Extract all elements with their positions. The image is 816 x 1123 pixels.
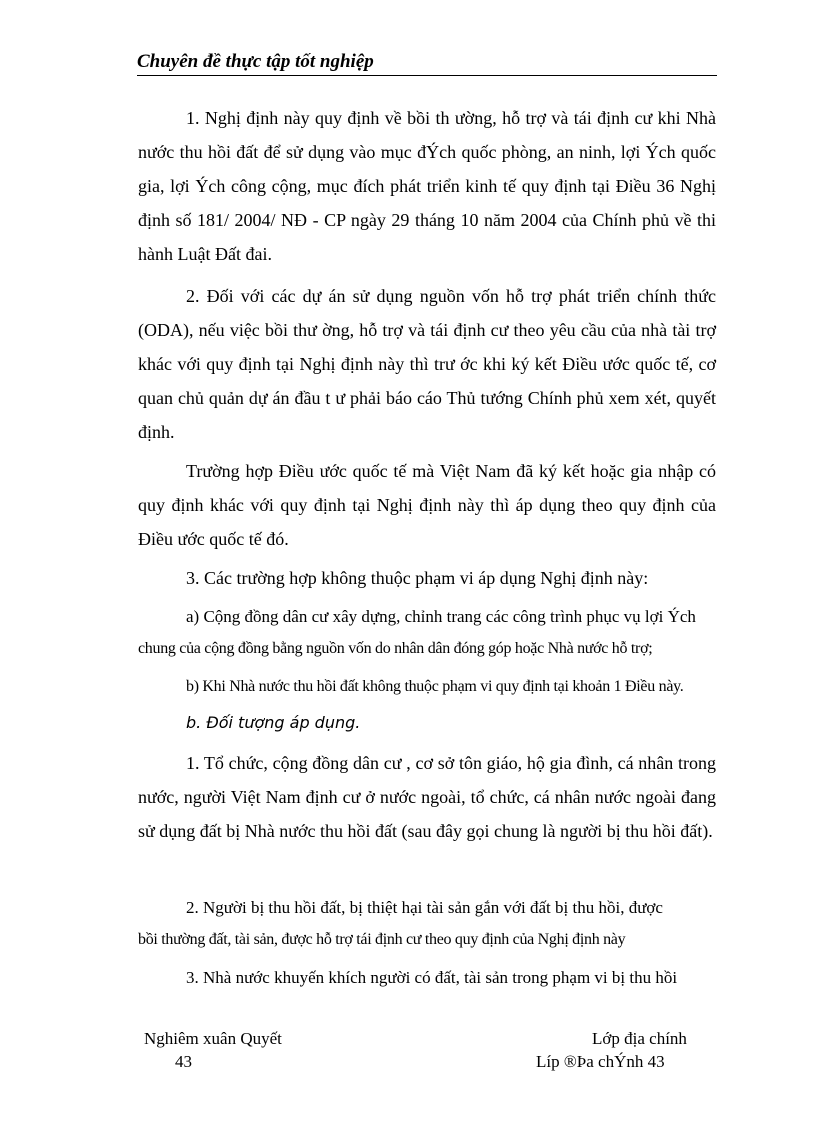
- paragraph-7: 1. Tổ chức, cộng đồng dân cư , cơ sở tôn giáo, hộ gia đình, cá nhân trong nước, người Việt Nam định cư ở nước ngoài, tổ chức, cá nhân nước ngoài đang sử dụng đất bị Nhà nước thu hồi đất (sau đây gọi chung là người bị thu hồi đất).: [138, 753, 716, 841]
- paragraph-5-line-1: a) Cộng đồng dân cư xây dựng, chỉnh trang các công trình phục vụ lợi Ých: [186, 607, 696, 626]
- paragraph-9: 3. Nhà nước khuyến khích người có đất, tài sản trong phạm vi bị thu hồi: [186, 968, 678, 987]
- paragraph-8-line-1: 2. Người bị thu hồi đất, bị thiệt hại tài sản gắn với đất bị thu hồi, được: [186, 898, 663, 917]
- paragraph-8-line-2: bồi thường đất, tài sản, được hỗ trợ tái định cư theo quy định của Nghị định này: [138, 931, 626, 948]
- paragraph-4: 3. Các trường hợp không thuộc phạm vi áp dụng Nghị định này:: [186, 568, 649, 588]
- footer-author-number: 43: [175, 1052, 192, 1071]
- paragraph-1: 1. Nghị định này quy định về bồi th ường, hỗ trợ và tái định cư khi Nhà nước thu hồi đất để sử dụng vào mục đÝch quốc phòng, an ninh, lợi Ých quốc gia, lợi Ých công cộng, mục đích phát triển kinh tế quy định tại Điều 36 Nghị định số 181/ 2004/ NĐ - CP ngày 29 tháng 10 năm 2004 của Chính phủ về thi hành Luật Đất đai.: [138, 108, 716, 264]
- paragraph-6: b) Khi Nhà nước thu hồi đất không thuộc phạm vi quy định tại khoản 1 Điều này.: [186, 678, 684, 695]
- paragraph-3: Trường hợp Điều ước quốc tế mà Việt Nam đã ký kết hoặc gia nhập có quy định khác với quy định tại Nghị định này thì áp dụng theo quy định của Điều ước quốc tế đó.: [138, 461, 716, 549]
- section-heading-b: b. Đối tượng áp dụng.: [186, 713, 361, 732]
- footer-class: Lớp địa chính: [592, 1029, 687, 1048]
- paragraph-5-line-2: chung của cộng đồng bằng nguồn vốn do nhân dân đóng góp hoặc Nhà nước hỗ trợ;: [138, 640, 653, 657]
- header-title: Chuyên đề thực tập tốt nghiệp: [137, 51, 374, 72]
- footer-author: Nghiêm xuân Quyết: [144, 1029, 282, 1048]
- paragraph-2: 2. Đối với các dự án sử dụng nguồn vốn hỗ trợ phát triển chính thức (ODA), nếu việc bồi thư ờng, hỗ trợ và tái định cư theo yêu cầu của nhà tài trợ khác với quy định tại Nghị định này thì trư ớc khi ký kết Điều ước quốc tế, cơ quan chủ quản dự án đầu t ư phải báo cáo Thủ tướng Chính phủ xem xét, quyết định.: [138, 286, 716, 442]
- page-header: [137, 50, 717, 76]
- footer-class-code: Líp ®Þa chÝnh 43: [536, 1052, 665, 1071]
